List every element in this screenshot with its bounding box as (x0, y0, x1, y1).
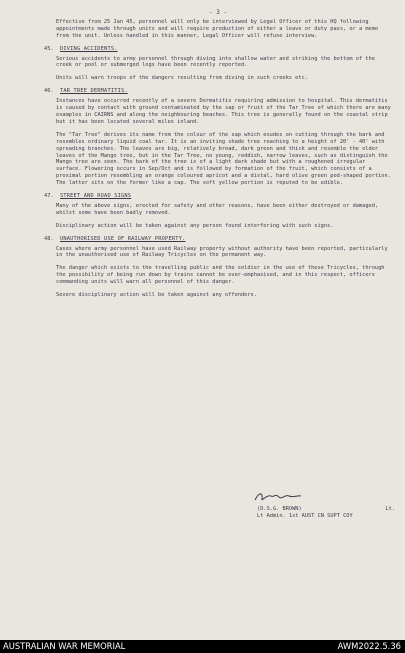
signatory-name: (D.S.G. BROWN) (257, 506, 302, 512)
section-paragraph: Cases where army personnel have used Railway property without authority have been reported, particularly in the unauthorised use of Railway Tricycles on the permanent way. (56, 245, 388, 259)
section-heading (44, 236, 392, 243)
signatory-rank: Lt. (385, 506, 395, 512)
handwritten-signature (253, 490, 303, 504)
footer-accession-number: AWM2022.5.36 (337, 641, 401, 651)
section-heading (44, 88, 392, 95)
section-paragraph: Severe disciplinary action will be taken against any offenders. (56, 292, 257, 299)
section-title: TAR TREE DERMATITIS. (60, 88, 128, 95)
section-railway-property (44, 236, 392, 299)
section-paragraph: Units will warn troops of the dangers resulting from diving in such creeks etc. (56, 75, 308, 82)
section-number: 46. (44, 88, 54, 95)
signature-block (215, 500, 395, 520)
section-street-road-signs (44, 193, 392, 230)
section-paragraph: Disciplinary action will be taken against any person found interfering with such signs. (56, 222, 334, 229)
section-heading (44, 46, 392, 53)
intro-paragraph: Effective from 25 Jan 45, personnel will only be interviewed by Legal Officer of this HQ following appointments made through units and will require production of either a leave or duty pass, or a memo from the unit. Unless handled in this manner, Legal Officer will refuse interview. (56, 18, 379, 39)
document-body (44, 10, 392, 305)
section-number: 47. (44, 193, 54, 200)
section-title: UNAUTHORISED USE OF RAILWAY PROPERTY. (60, 235, 186, 242)
section-number: 45. (44, 45, 54, 52)
archive-footer (0, 640, 405, 653)
page-number: - 3 - (208, 9, 228, 16)
section-heading (44, 193, 392, 200)
section-paragraph: Instances have occurred recently of a severe Dermatitis requiring admission to hospital. This dermatitis is caused by contact with ground contaminated by the sap or fruit of the Tar Tree of which there are many examples in CAIRNS and along the neighbouring beaches. This tree is generally found on the coastal strip but it has been located several miles inland. (56, 98, 391, 125)
section-paragraph: The danger which exists to the travelling public and the soldier in the use of these Tricycles, through the possibility of being run down by trains cannot be over-emphasised, and in this respect, officers commanding units will warn all personnel of this danger. (56, 265, 385, 286)
section-tar-tree-dermatitis (44, 88, 392, 187)
section-diving-accidents (44, 46, 392, 83)
signature-name-row (215, 506, 395, 513)
section-title: STREET AND ROAD SIGNS (60, 193, 132, 200)
section-title: DIVING ACCIDENTS. (60, 45, 118, 52)
section-paragraph: Many of the above signs, erected for safety and other reasons, have been either destroyed or damaged, whilst some have been badly removed. (56, 202, 379, 216)
section-paragraph: The "Tar Tree" derives its name from the colour of the sap which exudes on cutting through the bark and resembles ordinary liquid coal tar. It is an inviting shade tree reaching to a height of 20' - 40' with spreading branches. The leaves are big, relatively broad, dark green and thick and resemble the older leaves of the Mango tree, but in the Tar Tree, no young, reddish, narrow leaves, such as distinguish the Mango tree are seen. The bark of the tree is of a light dark shade but with a roughened irregular surface. Flowering occurs in Sep/Oct and is followed by formation of the fruit, which consists of a proximal portion resembling an orange coloured apricot and a distal, hard olive green pod-shaped portion. The latter sits on the former like a cap. The soft yellow portion is reputed to be edible. (56, 131, 391, 187)
section-paragraph: Serious accidents to army personnel through diving into shallow water and striking the bottom of the creek or pool or submerged logs have been recently reported. (56, 55, 375, 69)
section-number: 48. (44, 235, 54, 242)
footer-institution: AUSTRALIAN WAR MEMORIAL (3, 641, 126, 651)
signatory-unit: Lt Admin. 1st AUST CN SUPT COY (257, 513, 353, 519)
